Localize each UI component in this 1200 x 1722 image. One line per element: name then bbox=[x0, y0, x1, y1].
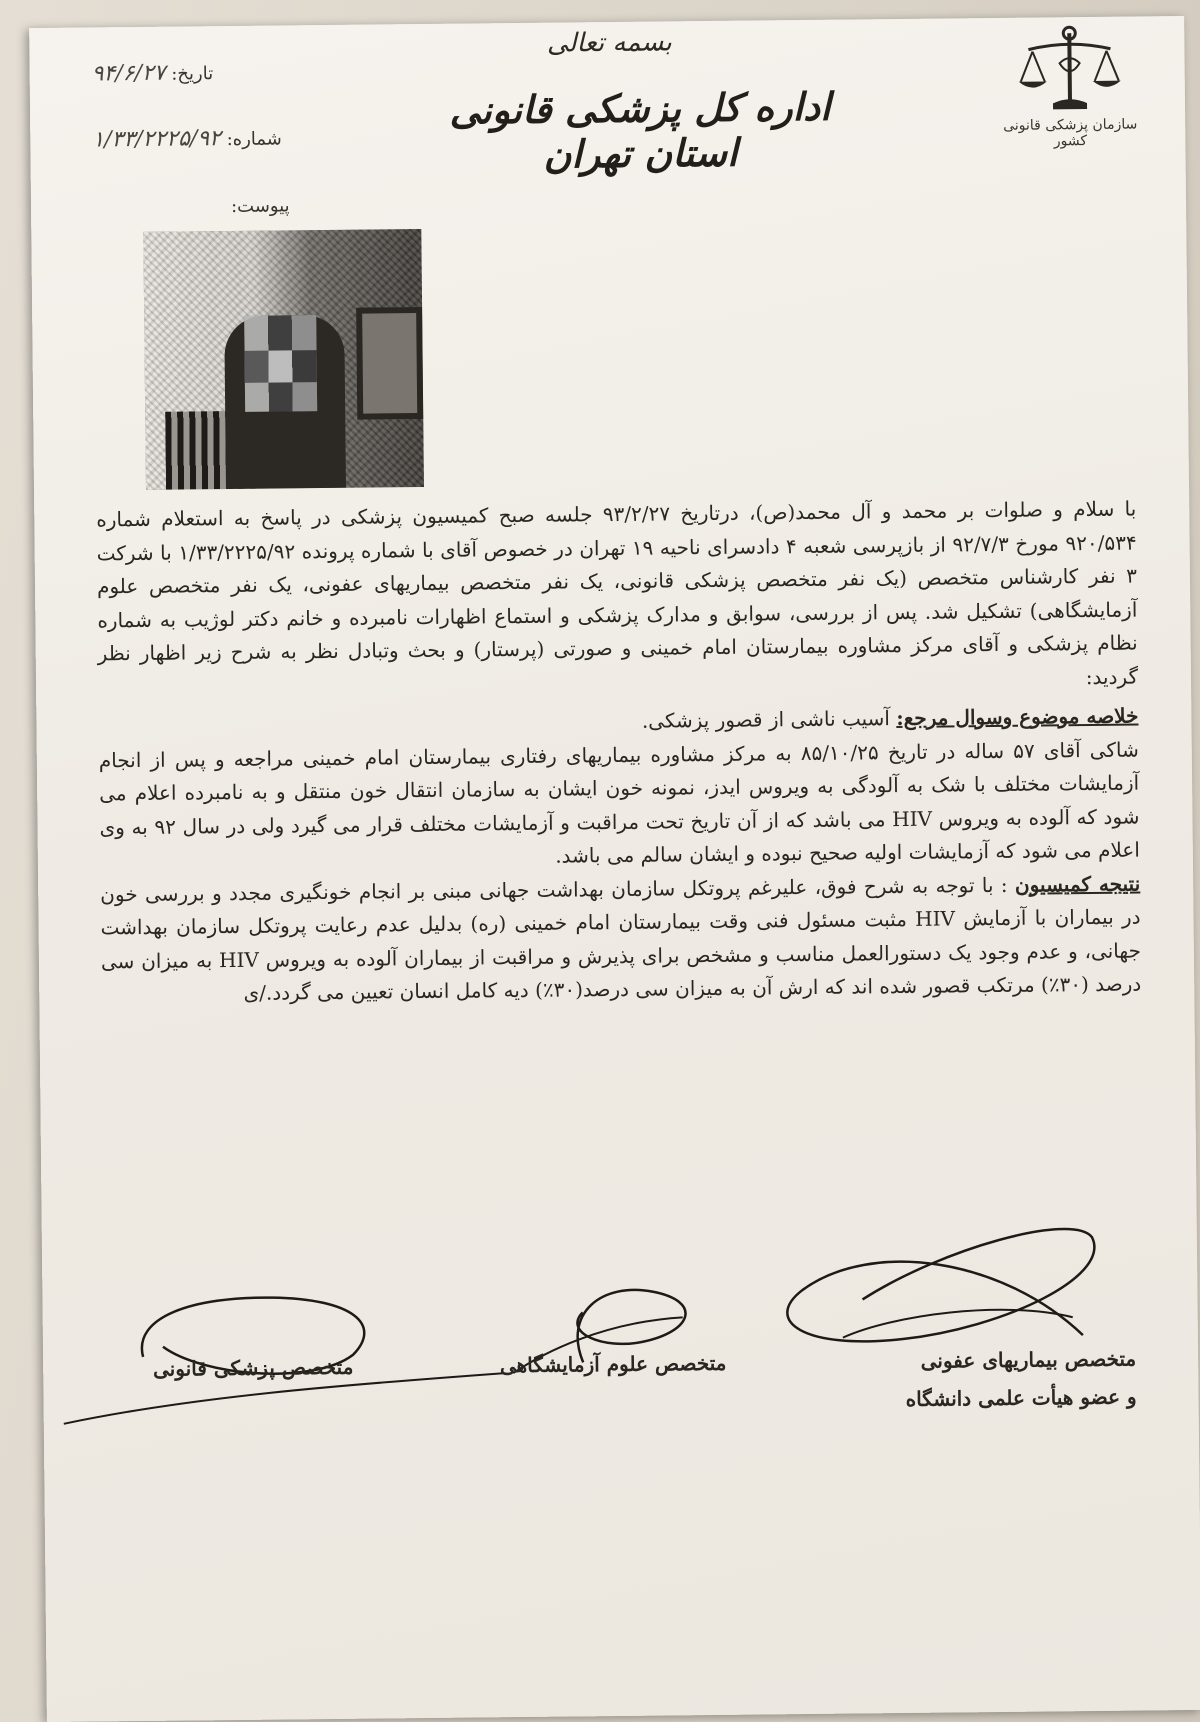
number-label: شماره: bbox=[226, 128, 282, 151]
invocation-text: بسمه تعالی bbox=[546, 27, 672, 59]
photo-wall-frame bbox=[356, 307, 423, 420]
paragraph-intro: با سلام و صلوات بر محمد و آل محمد(ص)، درتاریخ ۹۳/۲/۲۷ جلسه صبح کمیسیون پزشکی در پاسخ به استعلام شماره ۹۲۰/۵۳۴ مورخ ۹۲/۷/۳ از بازپرسی شعبه ۴ دادسرای ناحیه ۱۹ تهران در خصوص آقای با شماره پرونده ۱/۳۳/۲۲۲۵/۹۲ با شرکت ۳ نفر کارشناس متخصص (یک نفر متخصص پزشکی قانونی، یک نفر متخصص بیماریهای عفونی، یک نفر متخصص علوم آزمایشگاهی) تشکیل شد. پس از بررسی، سوابق و مدارک پزشکی و استماع اظهارات نامبرده و خانم دکتر لوژیب به شماره نظام پزشکی و آقای مرکز مشاوره بیمارستان امام خمینی و صورتی (پرستار) و بحث وتبادل نظر به شرح زیر اظهار نظر گردید: bbox=[96, 496, 1139, 689]
forensic-emblem bbox=[994, 22, 1145, 150]
signature-infectious-disease bbox=[856, 1347, 1137, 1412]
signature-laboratory-title: متخصص علوم آزمایشگاهی bbox=[499, 1350, 727, 1378]
summary-text: آسیب ناشی از قصور پزشکی. bbox=[641, 706, 891, 733]
attachment-field bbox=[231, 195, 290, 217]
result-line bbox=[100, 867, 1141, 1012]
date-value: ۹۴/۶/۲۷ bbox=[91, 60, 166, 87]
signature-infectious-title: متخصص بیماریهای عفونی bbox=[920, 1346, 1137, 1373]
number-field bbox=[92, 125, 282, 152]
signature-infectious-subtitle: و عضو هیأت علمی دانشگاه bbox=[905, 1384, 1137, 1411]
paragraph-case: شاکی آقای ۵۷ ساله در تاریخ ۸۵/۱۰/۲۵ به مرکز مشاوره بیماریهای رفتاری بیمارستان امام خمینی مراجعه و پس از انجام آزمایشات مختلف با شک به آلودگی به ویروس ایدز، نمونه خون ایشان به سازمان انتقال خون منتقل و به نامبرده اعلام می شود که آلوده به ویروس HIV می باشد که از آن تاریخ تحت مراقبت و آزمایشات مختلف قرار می گیرد ولی در سال ۹۲ به وی اعلام می شود که آزمایشات اولیه صحیح نبوده و ایشان سالم می باشد. bbox=[98, 737, 1140, 868]
summary-heading: خلاصه موضوع وسوال مرجع: bbox=[896, 703, 1139, 731]
signature-forensic bbox=[123, 1354, 383, 1381]
letter-body bbox=[96, 493, 1141, 1012]
signature-laboratory bbox=[473, 1351, 753, 1378]
date-field bbox=[92, 60, 214, 86]
emblem-label: سازمان پزشکی قانونی کشور bbox=[1003, 116, 1138, 150]
scales-of-justice-icon bbox=[1014, 23, 1125, 116]
number-value: ۱/۳۳/۲۲۲۵/۹۲ bbox=[92, 126, 222, 153]
result-heading: نتیجه کمیسیون bbox=[1014, 871, 1141, 897]
office-title: اداره کل پزشکی قانونی استان تهران bbox=[449, 83, 831, 177]
photo-pixelated bbox=[143, 229, 424, 490]
date-label: تاریخ: bbox=[171, 63, 214, 85]
result-text: : با توجه به شرح فوق، علیرغم پروتکل سازمان بهداشت جهانی مبنی بر انجام خونگیری مجدد و بررسی خون در بیماران با آزمایش HIV مثبت مسئول فنی وقت بیمارستان امام خمینی (ره) بدلیل عدم رعایت پروتکل سازمان بهداشت جهانی، و عدم وجود یک دستورالعمل مناسب و مشخص برای پذیرش و مراقبت از بیماران آلوده به ویروس HIV به میزان سی درصد (۳۰٪) مرتکب قصور شده اند که ارش آن به میزان سی درصد(۳۰٪) دیه کامل انسان تعیین می گردد./ی bbox=[100, 872, 1142, 1005]
photo-pixelated-face-band bbox=[245, 350, 317, 383]
document-page bbox=[29, 16, 1200, 1722]
signature-forensic-title: متخصص پزشکی قانونی bbox=[152, 1354, 354, 1381]
attachment-label: پیوست: bbox=[230, 195, 290, 217]
signature-block bbox=[42, 1216, 1200, 1528]
